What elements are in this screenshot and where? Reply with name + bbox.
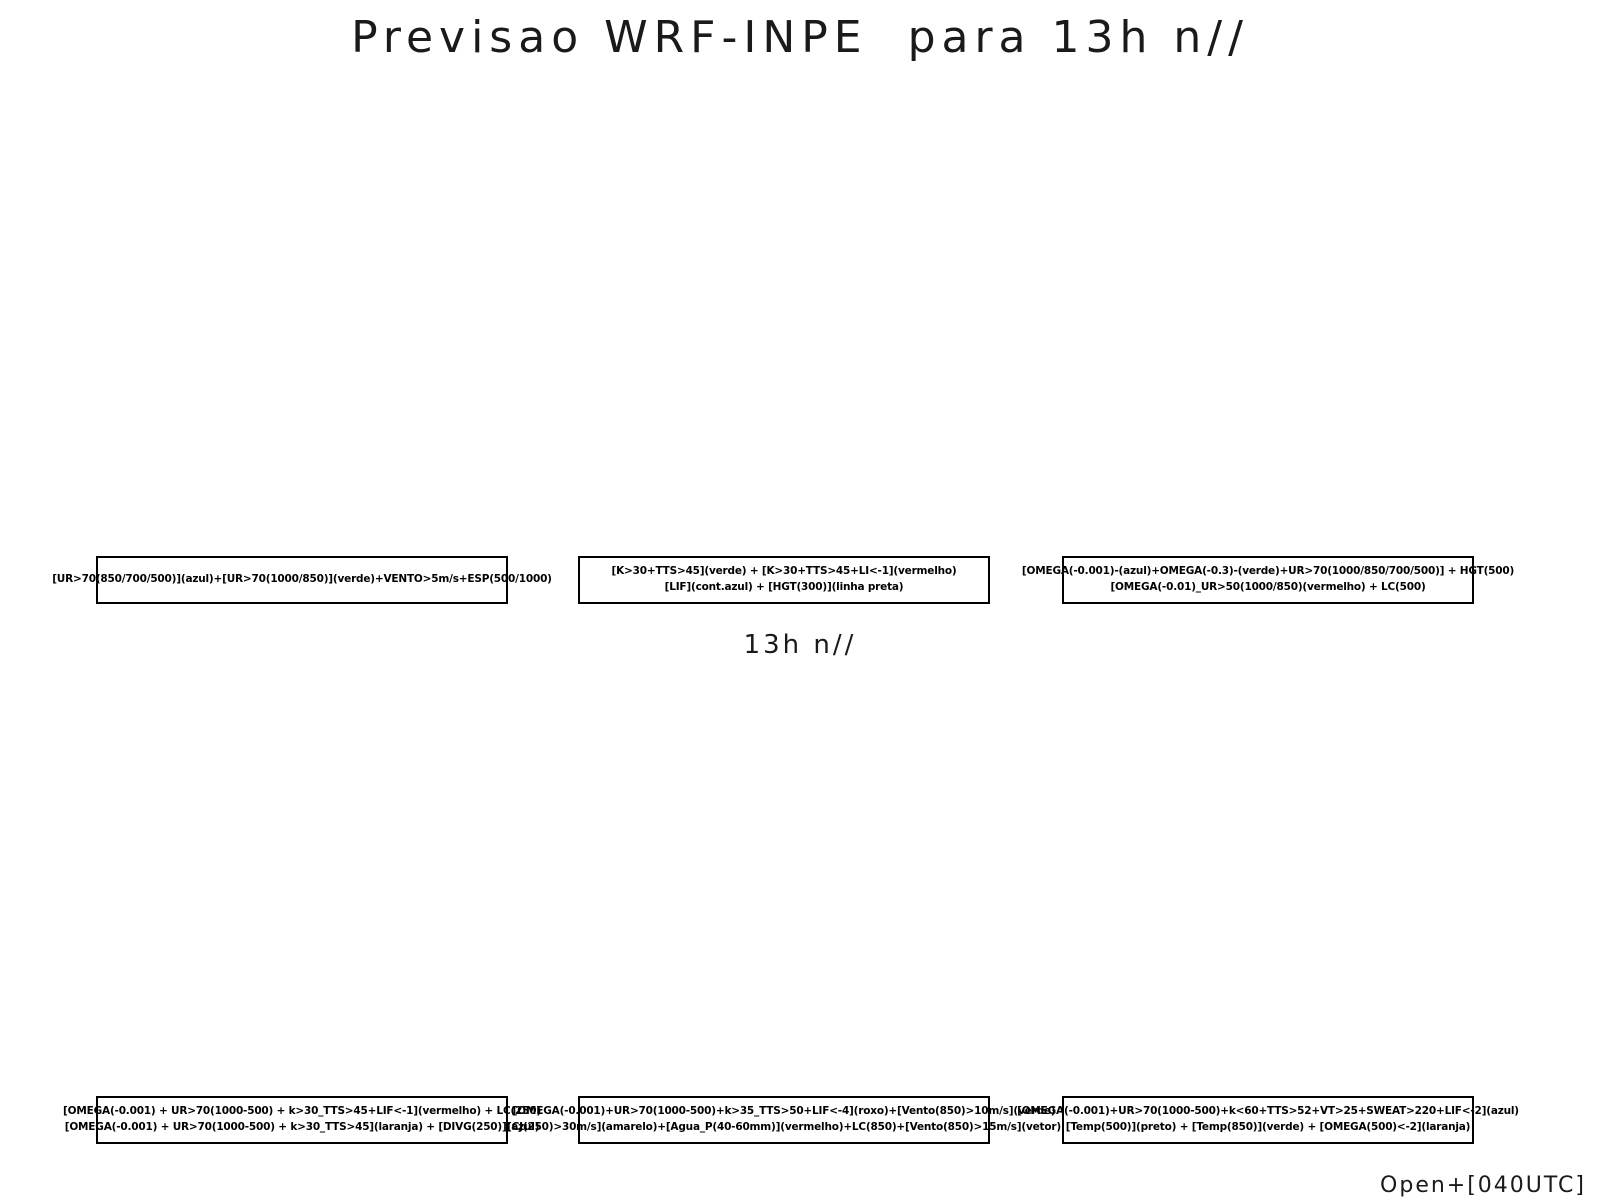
legend-box-bottom-right bbox=[1017, 1096, 1519, 1144]
legend-line-2: [LIF](cont.azul) + [HGT(300)](linha preta) bbox=[664, 581, 904, 593]
legend-line-2: [OMEGA(-0.01)_UR>50(1000/850)(vermelho) + LC(500) bbox=[1110, 581, 1426, 593]
legend-line-1: [UR>70(850/700/500)](azul)+[UR>70(1000/850)](verde)+VENTO>5m/s+ESP(500/1000) bbox=[52, 573, 552, 586]
map-panel-top-left bbox=[96, 110, 508, 550]
legend-line-1: [OMEGA(-0.001) + UR>70(1000-500) + k>30_TTS>45+LIF<-1](vermelho) + LC(250) bbox=[63, 1105, 541, 1118]
legend-box-bottom-left bbox=[63, 1096, 541, 1144]
legend-line-2: [CJ(250)>30m/s](amarelo)+[Agua_P(40-60mm)](vermelho)+LC(850)+[Vento(850)>15m/s](vetor) bbox=[507, 1121, 1061, 1133]
legend-line-1: [OMEGA(-0.001)-(azul)+OMEGA(-0.3)-(verde)+UR>70(1000/850/700/500)] + HGT(500) bbox=[1021, 565, 1515, 578]
middle-caption: 13h n// bbox=[743, 630, 857, 660]
legend-box-top-right bbox=[1021, 556, 1515, 604]
map-panel-top-center bbox=[578, 110, 990, 550]
map-panel-bottom-left bbox=[96, 660, 508, 1090]
map-panel-bottom-right bbox=[1062, 660, 1474, 1090]
map-panel-bottom-center bbox=[578, 660, 990, 1090]
legend-line-1: [OMEGA(-0.001)+UR>70(1000-500)+k<60+TTS>52+VT>25+SWEAT>220+LIF<-2](azul) bbox=[1017, 1105, 1519, 1118]
legend-box-bottom-center bbox=[507, 1096, 1061, 1144]
legend-box-top-center bbox=[578, 556, 990, 604]
map-panel-top-right bbox=[1062, 110, 1474, 550]
legend-line-1: [OMEGA(-0.001)+UR>70(1000-500)+k>35_TTS>50+LIF<-4](roxo)+[Vento(850)>10m/s](verde) bbox=[512, 1105, 1056, 1118]
page-title: Previsao WRF-INPE para 13h n// bbox=[351, 12, 1249, 63]
legend-box-top-left bbox=[52, 556, 552, 604]
corner-timestamp: Open+[040UTC] bbox=[1380, 1173, 1586, 1198]
legend-line-1: [K>30+TTS>45](verde) + [K>30+TTS>45+LI<-1](vermelho) bbox=[611, 565, 957, 578]
legend-line-2: [OMEGA(-0.001) + UR>70(1000-500) + k>30_TTS>45](laranja) + [DIVG(250)](azul) bbox=[64, 1121, 540, 1133]
legend-line-2: [Temp(500)](preto) + [Temp(850)](verde) + [OMEGA(500)<-2](laranja) bbox=[1065, 1121, 1471, 1133]
